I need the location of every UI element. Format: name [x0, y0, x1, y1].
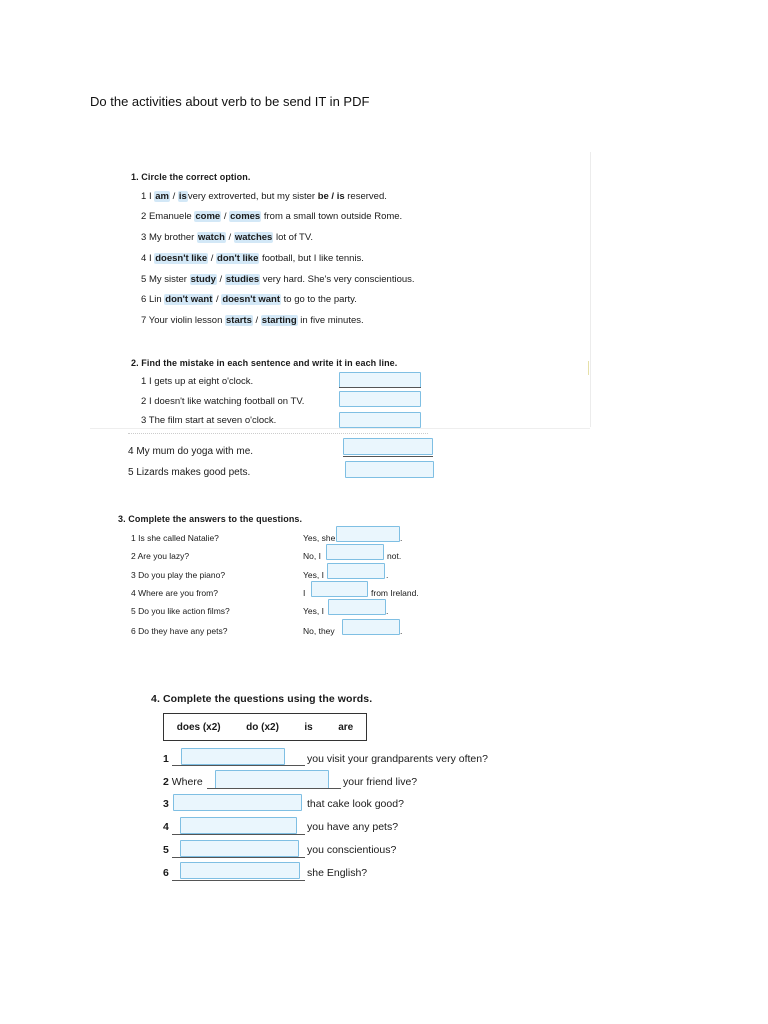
ex1-item-1: 1 I am / isvery extroverted, but my sister be / is reserved. [141, 191, 387, 202]
ex3-question-4: 4 Where are you from? [131, 588, 218, 598]
ex3-answer-2-suffix: not. [387, 551, 402, 561]
word-are: are [338, 721, 354, 733]
ex4-underline-5 [172, 857, 305, 858]
ex3-answer-3-suffix: . [386, 570, 389, 580]
ex1-item-2: 2 Emanuele come / comes from a small town outside Rome. [141, 211, 403, 222]
ex1-item-3: 3 My brother watch / watches lot of TV. [141, 232, 313, 243]
option-study[interactable]: study [190, 274, 216, 285]
ex4-text-3: that cake look good? [307, 798, 404, 810]
ex2-item-1: 1 I gets up at eight o'clock. [141, 376, 254, 387]
ex2-answer-5[interactable] [345, 461, 434, 478]
ex3-answer-6[interactable] [342, 619, 400, 635]
margin-mark [588, 361, 591, 375]
ex4-text-2: your friend live? [343, 776, 418, 788]
ex2-underline-4 [343, 456, 433, 457]
ex4-num-4: 4 [163, 821, 169, 833]
ex3-question-6: 6 Do they have any pets? [131, 626, 228, 636]
ex3-answer-4-prefix: I [303, 588, 306, 598]
ex3-question-3: 3 Do you play the piano? [131, 570, 226, 580]
exercise-2-title: 2. Find the mistake in each sentence and write it in each line. [131, 358, 398, 368]
ex3-answer-2-prefix: No, I [303, 551, 321, 561]
word-does: does (x2) [176, 721, 221, 733]
ex1-item-6: 6 Lin don't want / doesn't want to go to the party. [141, 294, 357, 305]
ex2-answer-3[interactable] [339, 412, 421, 428]
ex4-answer-2[interactable] [215, 770, 329, 789]
word-is: is [304, 721, 313, 733]
scan-seam [90, 428, 590, 429]
ex3-answer-3[interactable] [327, 563, 385, 579]
ex3-answer-5-suffix: . [386, 606, 389, 616]
ex4-answer-3[interactable] [173, 794, 302, 811]
option-watches[interactable]: watches [234, 232, 273, 243]
option-come[interactable]: come [195, 211, 221, 222]
ex4-line-2-start: 2 Where [163, 776, 203, 788]
ex3-question-2: 2 Are you lazy? [131, 551, 190, 561]
ex2-answer-4[interactable] [343, 438, 433, 455]
ex3-answer-5[interactable] [328, 599, 386, 615]
ex3-question-5: 5 Do you like action films? [131, 606, 230, 616]
ex2-item-2: 2 I doesn't like watching football on TV. [141, 396, 305, 407]
option-doesnt-like[interactable]: doesn't like [155, 253, 208, 264]
ex2-answer-1[interactable] [339, 372, 421, 388]
option-am[interactable]: am [155, 191, 169, 202]
option-studies[interactable]: studies [225, 274, 260, 285]
ex3-answer-1-prefix: Yes, she [303, 533, 336, 543]
ex3-answer-1-suffix: . [400, 533, 403, 543]
ex3-answer-4[interactable] [311, 581, 368, 597]
ex4-num-5: 5 [163, 844, 169, 856]
ex4-underline-6 [172, 880, 305, 881]
ex2-item-4: 4 My mum do yoga with me. [128, 446, 254, 457]
ex1-item-7: 7 Your violin lesson starts / starting in five minutes. [141, 315, 364, 326]
ex3-question-1: 1 Is she called Natalie? [131, 533, 219, 543]
ex4-text-4: you have any pets? [307, 821, 399, 833]
option-dont-like[interactable]: don't like [217, 253, 259, 264]
option-dont-want[interactable]: don't want [165, 294, 213, 305]
ex2-underline-1 [339, 387, 421, 388]
ex4-num-3: 3 [163, 798, 169, 810]
ex4-text-6: she English? [307, 867, 368, 879]
ex3-answer-6-suffix: . [400, 626, 403, 636]
ex3-answer-2[interactable] [326, 544, 384, 560]
ex3-answer-3-prefix: Yes, I [303, 570, 324, 580]
ex4-answer-6[interactable] [180, 862, 300, 879]
exercise-1-title: 1. Circle the correct option. [131, 172, 251, 182]
ex4-underline-4 [172, 834, 305, 835]
ex3-answer-6-prefix: No, they [303, 626, 335, 636]
ex4-answer-1[interactable] [181, 748, 285, 765]
ex4-text-5: you conscientious? [307, 844, 397, 856]
option-comes[interactable]: comes [230, 211, 261, 222]
ex4-num-6: 6 [163, 867, 169, 879]
ex4-answer-4[interactable] [180, 817, 297, 834]
ex2-item-3: 3 The film start at seven o'clock. [141, 415, 277, 426]
ex4-num-1: 1 [163, 753, 169, 765]
option-starting[interactable]: starting [261, 315, 297, 326]
option-watch[interactable]: watch [197, 232, 225, 243]
option-starts[interactable]: starts [226, 315, 252, 326]
ex2-item-5: 5 Lizards makes good pets. [128, 467, 251, 478]
ex4-underline-1 [172, 765, 305, 766]
ex3-answer-1[interactable] [336, 526, 400, 542]
ex4-text-1: you visit your grandparents very often? [307, 753, 488, 765]
ex4-answer-5[interactable] [180, 840, 299, 857]
option-is[interactable]: is [178, 191, 187, 202]
ex3-answer-5-prefix: Yes, I [303, 606, 324, 616]
ex1-item-4: 4 I doesn't like / don't like football, but I like tennis. [141, 253, 364, 264]
page-heading: Do the activities about verb to be send IT in PDF [90, 94, 370, 109]
ex3-answer-4-suffix: from Ireland. [371, 588, 419, 598]
ex4-underline-2 [207, 788, 341, 789]
word-do: do (x2) [246, 721, 279, 733]
scan-seam-dots [128, 433, 428, 436]
ex2-answer-2[interactable] [339, 391, 421, 407]
exercise-3-title: 3. Complete the answers to the questions. [118, 514, 303, 524]
ex1-item-5: 5 My sister study / studies very hard. She's very conscientious. [141, 274, 415, 285]
option-doesnt-want[interactable]: doesn't want [222, 294, 280, 305]
exercise-4-title: 4. Complete the questions using the words. [151, 693, 373, 705]
word-bank [163, 713, 367, 741]
